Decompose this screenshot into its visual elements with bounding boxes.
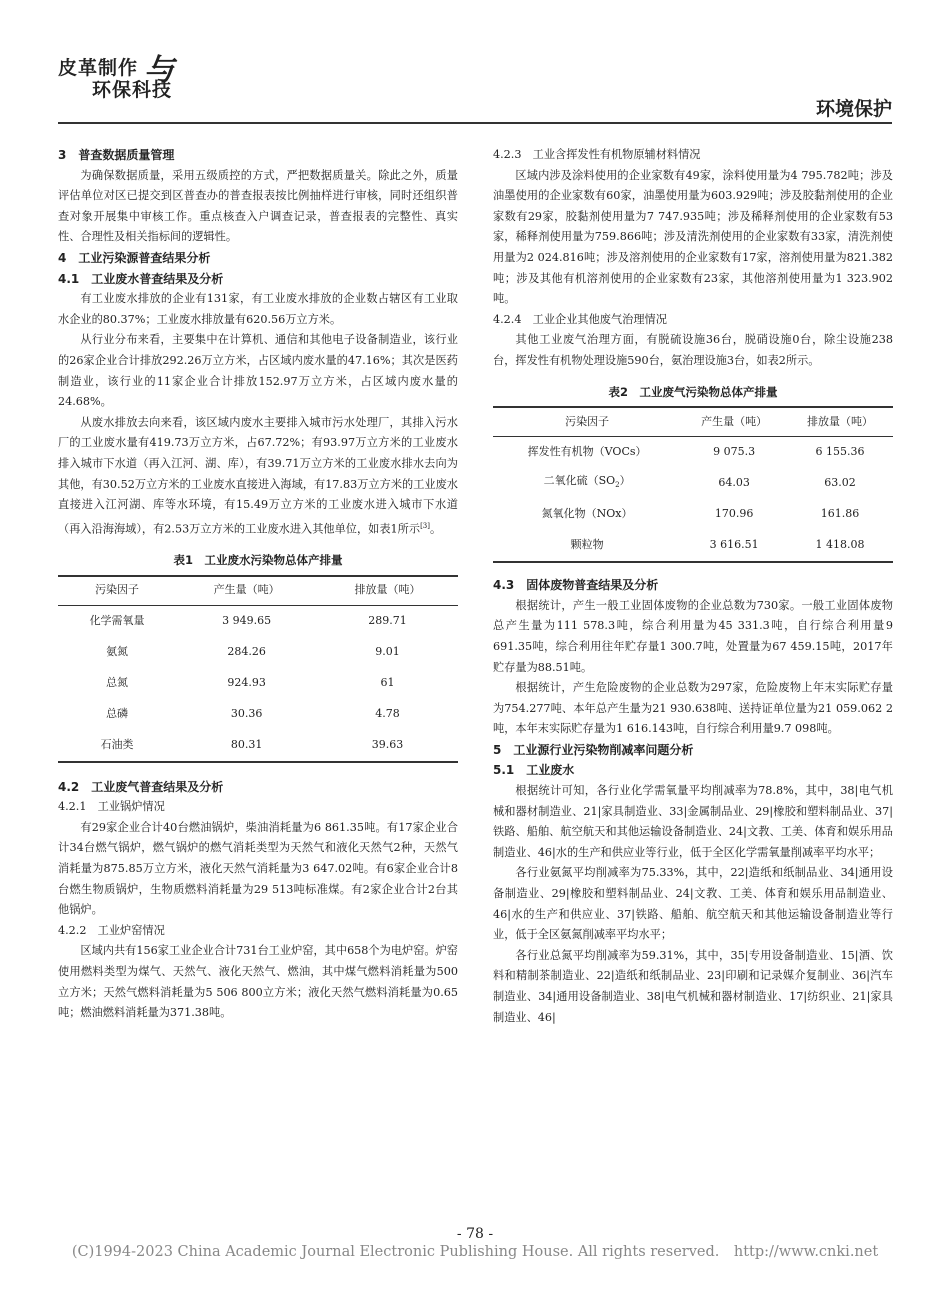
table-cell: 161.86	[820, 507, 860, 521]
so2-label: 二氧化硫（SO	[543, 474, 616, 488]
table-cell: 氨氮	[106, 644, 129, 658]
table-cell: 1 418.08	[815, 538, 865, 552]
section-5-heading: 5 工业源行业污染物削减率问题分析	[493, 742, 694, 757]
so2-subscript: 2	[615, 481, 620, 490]
section-4-2-3-paragraph: 区域内涉及涂料使用的企业家数有49家，涂料使用量为4 795.782吨；涉及油墨使用的企业家数有60家，油墨使用量为603.929吨；涉及胶黏剂使用的企业家数有29家，胶黏剂使用量为7 747.935吨；涉及稀释剂使用的企业家数有53家，稀释剂使用量为759.866吨；涉及清洗剂使用的企业家数有33家，清洗剂使用量为2 024.816吨；涉及溶剂使用的企业家数有17家，溶剂使用量为821.382吨；涉及其他有机溶剂使用的企业家数有23家，其他溶剂使用量为1 323.902吨。	[493, 168, 893, 306]
table-cell: 30.36	[230, 706, 263, 720]
table-cell: 挥发性有机物（VOCs）	[527, 445, 647, 459]
table-header-row	[493, 407, 893, 437]
table-cell	[493, 468, 681, 499]
table-row	[58, 668, 458, 699]
table-cell: 氮氧化物（NOx）	[541, 507, 633, 521]
section-4-heading: 4 工业污染源普查结果分析	[58, 250, 211, 265]
table-cell: 6 155.36	[815, 445, 865, 459]
table-cell: 4.78	[375, 706, 400, 720]
section-5-1-paragraph-1: 根据统计可知，各行业化学需氧量平均削减率为78.8%，其中，38|电气机械和器材制造业、21|家具制造业、33|金属制品业、29|橡胶和塑料制品业、37|铁路、船舶、航空航天和其他运输设备制造业、24|文教、工美、体育和娱乐用品制造业、46|水的生产和供应业等行业，低于全区化学需氧量削减率平均水平；	[493, 784, 893, 859]
table-cell: 39.63	[371, 737, 404, 751]
section-4-2-2-heading: 4.2.2 工业炉窑情况	[58, 923, 165, 937]
left-column	[58, 145, 458, 1024]
table-row	[493, 468, 893, 499]
table-2	[493, 406, 893, 563]
table-row	[58, 699, 458, 730]
table-cell: 284.26	[227, 644, 266, 658]
table-row	[493, 437, 893, 469]
table-cell: 3 616.51	[709, 538, 759, 552]
table-cell: 石油类	[100, 737, 134, 751]
table-1-title: 表1 工业废水污染物总体产排量	[173, 553, 343, 568]
table-row	[58, 730, 458, 762]
table-cell: 颗粒物	[570, 538, 604, 552]
logo-line-2: 环保科技	[92, 78, 173, 101]
table-cell: 总磷	[106, 706, 129, 720]
section-4-3-heading: 4.3 固体废物普查结果及分析	[493, 578, 659, 593]
section-4-3-paragraph-2: 根据统计，产生危险废物的企业总数为297家，危险废物上年末实际贮存量为754.277吨、本年总产生量为21 930.638吨、送持证单位量为21 059.062 2吨，本年末实际贮存量为1 616.143吨，自行综合利用量9.7 098吨。	[493, 681, 893, 736]
section-title: 环境保护	[815, 98, 892, 120]
copyright-watermark: (C)1994-2023 China Academic Journal Electronic Publishing House. All rights reserved. http://www.cnki.net	[71, 1244, 879, 1260]
table-cell: 总氮	[106, 675, 129, 689]
logo-line-1: 皮革制作	[58, 57, 139, 79]
section-4-1-heading: 4.1 工业废水普查结果及分析	[58, 271, 224, 286]
table-row	[58, 637, 458, 668]
table-row	[493, 530, 893, 562]
table-cell: 64.03	[718, 476, 750, 490]
section-4-3-paragraph-1: 根据统计，产生一般工业固体废物的企业总数为730家。一般工业固体废物总产生量为111 578.3吨，综合利用量为45 331.3吨，自行综合利用量9 691.35吨，综合利用往年贮存量1 300.7吨，处置量为67 459.15吨，2017年贮存量为88.51吨。	[493, 598, 893, 674]
table-2-title: 表2 工业废气污染物总体产排量	[608, 384, 778, 399]
section-4-2-4-heading: 4.2.4 工业企业其他废气治理情况	[493, 312, 667, 326]
table-header-cell: 污染因子	[58, 576, 176, 606]
header-divider	[58, 122, 892, 124]
page-number: - 78 -	[456, 1226, 494, 1242]
reference-marker[interactable]: [3]	[420, 521, 430, 530]
table-header-cell: 产生量（吨）	[681, 407, 787, 437]
table-cell: 80.31	[230, 737, 263, 751]
paragraph-end: 。	[429, 522, 442, 536]
section-3-heading: 3 普查数据质量管理	[58, 148, 175, 162]
table-1	[58, 575, 458, 763]
section-4-2-1-heading: 4.2.1 工业锅炉情况	[58, 800, 165, 814]
table-cell: 9 075.3	[713, 445, 756, 459]
right-column	[493, 145, 893, 1028]
table-cell: 61	[380, 675, 395, 689]
section-4-2-1-paragraph: 有29家企业合计40台燃油锅炉，柴油消耗量为6 861.35吨。有17家企业合计34台燃气锅炉，燃气锅炉的燃气消耗类型为天然气和液化天然气2种，天然气消耗量为875.85万立方米，液化天然气消耗量为3 647.02吨。有6家企业合计8台燃生物质锅炉，生物质燃料消耗量为29 513吨标准煤。有2家企业合计2台其他锅炉。	[58, 820, 458, 917]
section-4-1-paragraph-2: 从行业分布来看，主要集中在计算机、通信和其他电子设备制造业，该行业的26家企业合计排放292.26万立方米，占区域内废水量的47.16%；其次是医药制造业，该行业的11家企业合计排放152.97万立方米，占区域内废水量的24.68%。	[58, 333, 458, 409]
table-cell: 170.96	[714, 507, 754, 521]
so2-close: ）	[619, 474, 631, 488]
section-5-1-paragraph-2: 各行业氨氮平均削减率为75.33%，其中，22|造纸和纸制品业、34|通用设备制造业、29|橡胶和塑料制品业、24|文教、工美、体育和娱乐用品制造业、46|水的生产和供应业、37|铁路、船舶、航空航天和其他运输设备制造业等行业，低于全区氨氮削减率平均水平；	[493, 866, 893, 942]
table-cell: 924.93	[227, 675, 266, 689]
section-3-paragraph: 为确保数据质量，采用五级质控的方式，严把数据质量关。除此之外，质量评估单位对区已提交到区普查办的普查报表按比例抽样进行审核，同时还组织普查对象开展集中审核工作。重点核查入户调查记录，普查报表的完整性、真实性、合理性及相关指标间的逻辑性。	[58, 168, 458, 244]
table-cell: 9.01	[375, 644, 400, 658]
table-row	[493, 499, 893, 530]
section-5-1-heading: 5.1 工业废水	[493, 763, 575, 778]
section-4-2-4-paragraph: 其他工业废气治理方面，有脱硫设施36台，脱硝设施0台，除尘设施238台，挥发性有机物处理设施590台，氨治理设施3台，如表2所示。	[493, 333, 893, 367]
table-header-cell: 排放量（吨）	[317, 576, 458, 606]
section-4-1-paragraph-1: 有工业废水排放的企业有131家，有工业废水排放的企业数占辖区有工业取水企业的80.37%；工业废水排放量有620.56万立方米。	[58, 292, 458, 326]
table-header-row	[58, 576, 458, 606]
table-cell: 289.71	[368, 613, 407, 627]
paragraph-text: 从废水排放去向来看，该区域内废水主要排入城市污水处理厂，其排入污水厂的工业废水量有419.73万立方米，占67.72%；有93.97万立方米的工业废水排入城市下水道（再入江河、湖、库），有39.71万立方米的工业废水排水去向为其他，有30.52万立方米的工业废水直接进入海域，有17.83万立方米的工业废水直接进入江河湖、库等水环境，有15.49万立方米的工业废水进入城市下水道（再入沿海海域），有2.53万立方米的工业废水进入其他单位，如表1所示	[58, 415, 458, 536]
table-cell: 3 949.65	[222, 613, 272, 627]
section-4-2-3-heading: 4.2.3 工业含挥发性有机物原辅材料情况	[493, 148, 701, 161]
journal-logo	[58, 53, 174, 102]
table-row	[58, 605, 458, 637]
section-4-2-2-paragraph: 区域内共有156家工业企业合计731台工业炉窑，其中658个为电炉窑。炉窑使用燃料类型为煤气、天然气、液化天然气、燃油，其中煤气燃料消耗量为500立方米；天然气燃料消耗量为5 506 800立方米；液化天然气燃料消耗量为0.65吨；燃油燃料消耗量为371.38吨。	[58, 944, 458, 1020]
table-cell: 63.02	[824, 476, 856, 490]
section-4-2-heading: 4.2 工业废气普查结果及分析	[58, 779, 224, 794]
section-4-1-paragraph-3	[58, 413, 458, 540]
table-header-cell: 排放量（吨）	[787, 407, 893, 437]
table-cell: 化学需氧量	[89, 613, 145, 627]
logo-swirl: 与	[144, 53, 174, 88]
table-header-cell: 污染因子	[493, 407, 681, 437]
table-header-cell: 产生量（吨）	[176, 576, 317, 606]
section-5-1-paragraph-3: 各行业总氮平均削减率为59.31%，其中，35|专用设备制造业、15|酒、饮料和精制茶制造业、22|造纸和纸制品业、23|印刷和记录媒介复制业、36|汽车制造业、34|通用设备制造业、38|电气机械和器材制造业、17|纺织业、21|家具制造业、46|	[493, 948, 893, 1024]
